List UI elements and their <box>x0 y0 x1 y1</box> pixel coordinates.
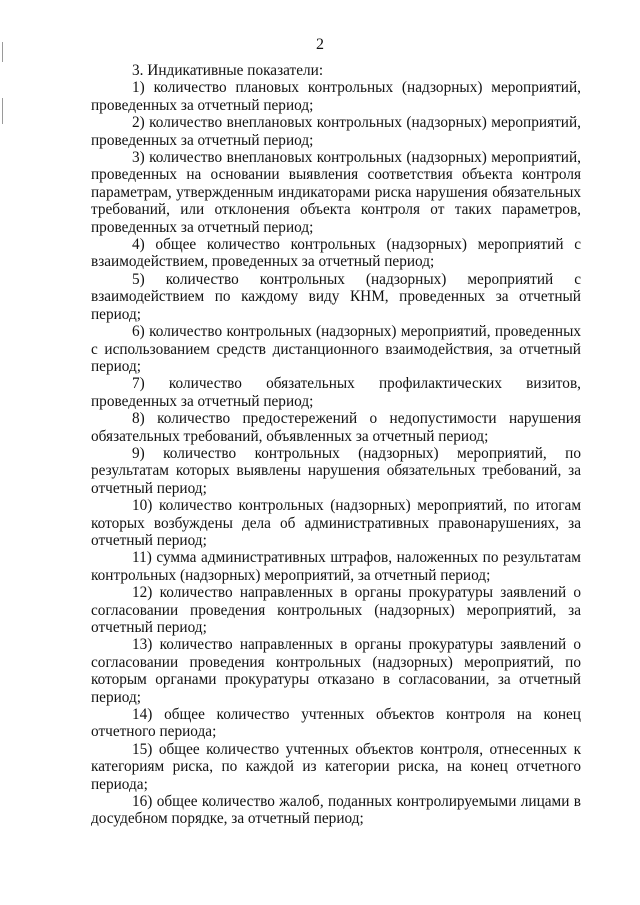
indicator-item: 4) общее количество контрольных (надзорных) мероприятий с взаимодействием, проведенных за отчетный период; <box>91 236 581 271</box>
scan-edge-mark <box>2 98 3 124</box>
indicator-item: 11) сумма административных штрафов, наложенных по результатам контрольных (надзорных) мероприятий, за отчетный период; <box>91 549 581 584</box>
indicator-item: 14) общее количество учтенных объектов контроля на конец отчетного периода; <box>91 706 581 741</box>
indicator-item: 8) количество предостережений о недопустимости нарушения обязательных требований, объявленных за отчетный период; <box>91 410 581 445</box>
page-number: 2 <box>316 36 324 53</box>
indicator-item: 10) количество контрольных (надзорных) мероприятий, по итогам которых возбуждены дела об административных правонарушениях, за отчетный период; <box>91 497 581 549</box>
section-heading: 3. Индикативные показатели: <box>132 62 324 79</box>
indicator-item: 3) количество внеплановых контрольных (надзорных) мероприятий, проведенных на основании выявления соответствия объекта контроля параметрам, утвержденным индикаторами риска нарушения обязательных требований, или отклонения объекта контроля от таких параметров, проведенных за отчетный период; <box>91 149 581 236</box>
indicator-item: 7) количество обязательных профилактических визитов, проведенных за отчетный период; <box>91 375 581 410</box>
indicator-item: 16) общее количество жалоб, поданных контролируемыми лицами в досудебном порядке, за отчетный период; <box>91 793 581 828</box>
document-body <box>91 62 581 828</box>
indicator-item: 6) количество контрольных (надзорных) мероприятий, проведенных с использованием средств дистанционного взаимодействия, за отчетный период; <box>91 323 581 375</box>
indicator-item: 1) количество плановых контрольных (надзорных) мероприятий, проведенных за отчетный период; <box>91 79 581 114</box>
indicator-item: 9) количество контрольных (надзорных) мероприятий, по результатам которых выявлены нарушения обязательных требований, за отчетный период; <box>91 444 581 497</box>
indicator-item: 12) количество направленных в органы прокуратуры заявлений о согласовании проведения контрольных (надзорных) мероприятий, за отчетный период; <box>91 584 581 636</box>
indicator-item: 5) количество контрольных (надзорных) мероприятий с взаимодействием по каждому виду КНМ, проведенных за отчетный период; <box>91 270 581 323</box>
indicator-item: 13) количество направленных в органы прокуратуры заявлений о согласовании проведения контрольных (надзорных) мероприятий, по которым органами прокуратуры отказано в согласовании, за отчетный период; <box>91 636 581 706</box>
indicator-item: 15) общее количество учтенных объектов контроля, отнесенных к категориям риска, по каждой из категории риска, на конец отчетного периода; <box>91 740 581 793</box>
indicator-item: 2) количество внеплановых контрольных (надзорных) мероприятий, проведенных за отчетный период; <box>91 114 581 149</box>
